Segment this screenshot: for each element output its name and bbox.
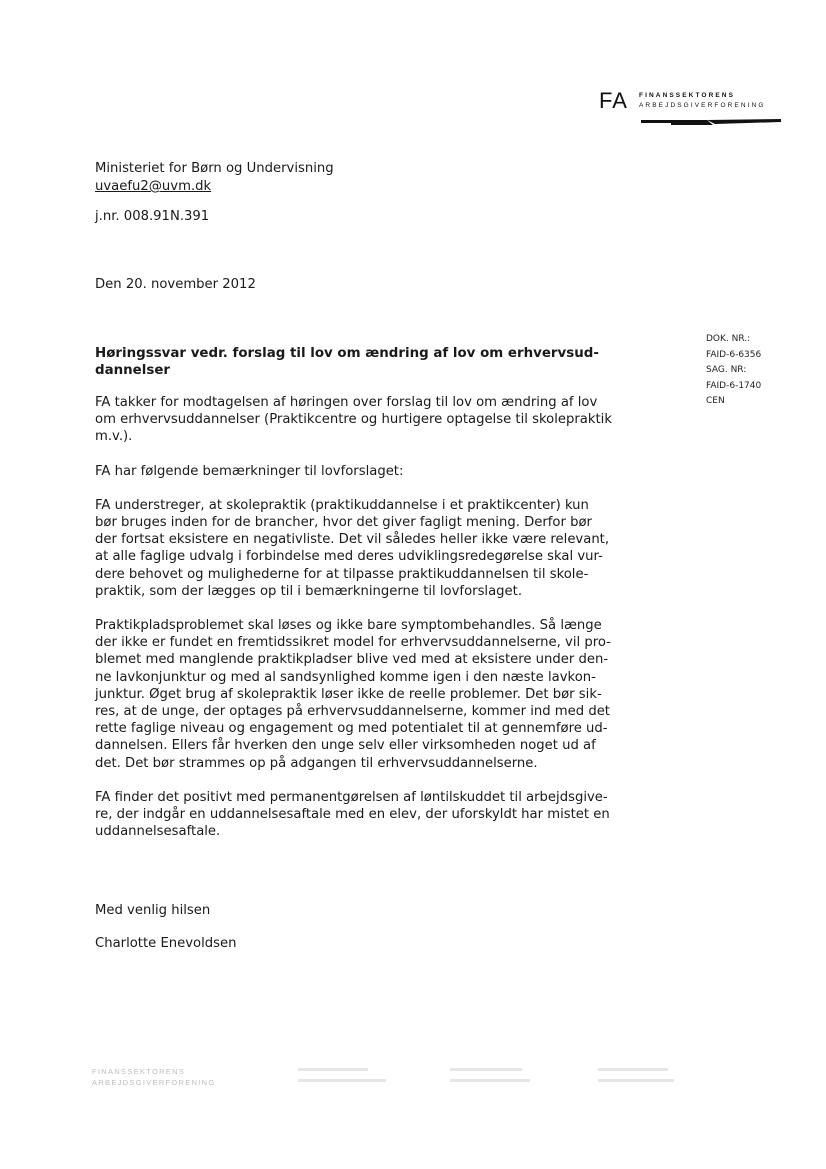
body-line: dannelsen. Ellers får hverken den unge selv eller virksomheden noget ud af — [95, 738, 596, 754]
body-line: FA har følgende bemærkninger til lovforslaget: — [95, 463, 404, 479]
body-line: res, at de unge, der optages på erhvervsuddannelserne, kommer ind med det — [95, 704, 610, 720]
subject-line: dannelser — [95, 363, 171, 378]
body-paragraph-1 — [95, 394, 655, 446]
recipient-email-link[interactable]: uvaefu2@uvm.dk — [95, 179, 212, 194]
reference-sidebar — [706, 332, 761, 410]
logo-org-line2: ARBEJDSGIVERFORENING — [639, 102, 766, 109]
body-paragraph-3 — [95, 497, 655, 600]
body-line: dere behovet og mulighederne for at tilpasse praktikuddannelsen til skole- — [95, 566, 589, 582]
body-line: Praktikpladsproblemet skal løses og ikke bare symptombehandles. Så længe — [95, 618, 602, 634]
body-line: FA understreger, at skolepraktik (praktikuddannelse i et praktikcenter) kun — [95, 497, 589, 513]
recipient-name: Ministeriet for Børn og Undervisning — [95, 161, 334, 176]
doc-number-label: DOK. NR.: — [706, 334, 751, 344]
logo-org-line1: FINANSSEKTORENS — [639, 92, 736, 99]
author-initials: CEN — [706, 396, 725, 407]
body-line: der fortsat eksistere en negativliste. Det vil således heller ikke være relevant, — [95, 532, 610, 548]
body-paragraph-4 — [95, 617, 655, 772]
footer-organization — [92, 1066, 216, 1088]
body-line: om erhvervsuddannelser (Praktikcentre og hurtigere optagelse til skolepraktik — [95, 412, 612, 428]
logo-bar-graphic — [641, 119, 781, 126]
journal-number: j.nr. 008.91N.391 — [95, 209, 210, 224]
body-line: ne lavkonjunktur og med al sandsynlighed komme igen i den næste lavkon- — [95, 669, 596, 685]
recipient-block — [95, 160, 334, 196]
closing-greeting: Med venlig hilsen — [95, 903, 211, 918]
body-paragraph-5 — [95, 789, 655, 841]
letter-body — [95, 394, 655, 857]
footer-org-line2: ARBEJDSGIVERFORENING — [92, 1078, 216, 1087]
body-line: uddannelsesaftale. — [95, 824, 221, 840]
letter-date: Den 20. november 2012 — [95, 277, 256, 292]
body-line: rette faglige niveau og engagement og med potentialet til at gennemføre ud- — [95, 721, 608, 737]
body-line: det. Det bør strammes op på adgangen til erhvervsuddannelserne. — [95, 755, 538, 771]
body-line: m.v.). — [95, 429, 133, 445]
logo-abbreviation: FA — [599, 88, 628, 113]
body-line: blemet med manglende praktikpladser blive ved med at eksistere under den- — [95, 652, 609, 668]
body-line: at alle faglige udvalg i forbindelse med deres udviklingsredegørelse skal vur- — [95, 549, 603, 565]
case-number-label: SAG. NR: — [706, 365, 747, 376]
body-line: junktur. Øget brug af skolepraktik løser ikke de reelle problemer. Det bør sik- — [95, 686, 602, 702]
subject-line: Høringssvar vedr. forslag til lov om ændring af lov om erhvervsud- — [95, 346, 599, 361]
letter-subject — [95, 345, 655, 379]
body-line: FA finder det positivt med permanentgørelsen af løntilskuddet til arbejdsgive- — [95, 789, 608, 805]
signer-name: Charlotte Enevoldsen — [95, 936, 237, 951]
organization-logo — [599, 86, 789, 136]
body-line: praktik, som der lægges op til i bemærkningerne til lovforslaget. — [95, 583, 523, 599]
footer-org-line1: FINANSSEKTORENS — [92, 1067, 186, 1076]
body-line: der ikke er fundet en fremtidssikret model for erhvervsuddannelserne, vil pro- — [95, 635, 611, 651]
case-number-value: FAID-6-1740 — [706, 380, 762, 391]
doc-number-value: FAID-6-6356 — [706, 349, 762, 360]
footer-faint-contact-info — [298, 1066, 678, 1088]
body-line: bør bruges inden for de brancher, hvor det giver fagligt mening. Derfor bør — [95, 515, 592, 531]
body-line: FA takker for modtagelsen af høringen over forslag til lov om ændring af lov — [95, 395, 598, 410]
body-line: re, der indgår en uddannelsesaftale med en elev, der uforskyldt har mistet en — [95, 807, 610, 823]
body-paragraph-2 — [95, 463, 655, 480]
